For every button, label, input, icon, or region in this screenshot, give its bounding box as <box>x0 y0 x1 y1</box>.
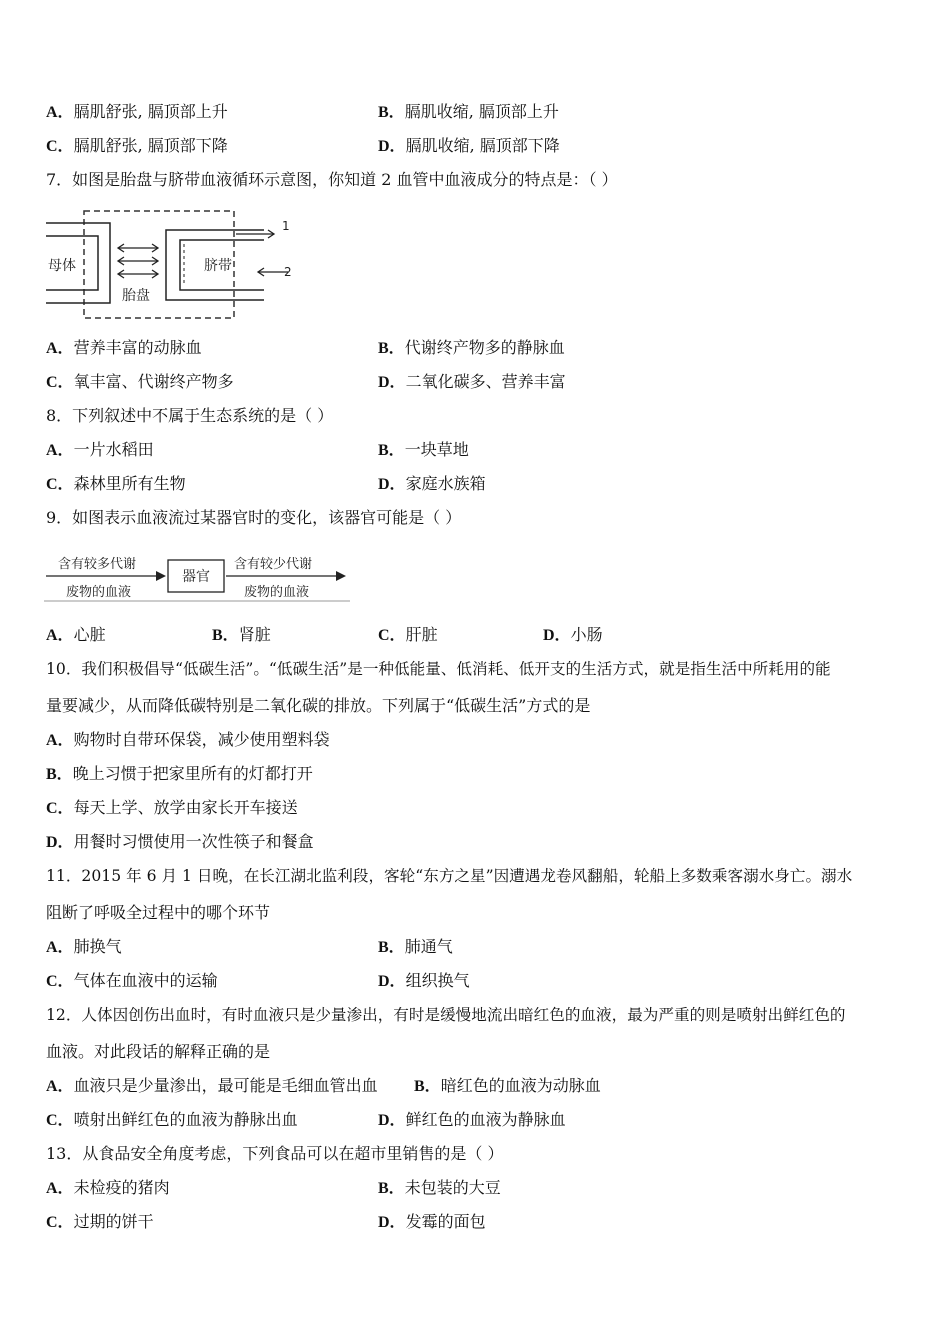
vessel-2-label: 2 <box>284 265 292 279</box>
placenta-label: 胎盘 <box>122 288 150 304</box>
q11-option-a: A．肺换气 <box>46 937 122 956</box>
q13-option-b: B．未包装的大豆 <box>378 1178 501 1197</box>
q8-stem: 8．下列叙述中不属于生态系统的是（ ） <box>46 406 334 425</box>
q7-option-a: A．营养丰富的动脉血 <box>46 338 202 357</box>
inflow-label-bottom: 废物的血液 <box>66 585 132 600</box>
q9-stem: 9．如图表示血液流过某器官时的变化，该器官可能是（ ） <box>46 508 462 527</box>
placenta-umbilical-diagram <box>44 208 304 324</box>
q13-option-c: C．过期的饼干 <box>46 1212 154 1231</box>
q8-option-d: D．家庭水族箱 <box>378 474 486 493</box>
q12-stem-line2: 血液。对此段话的解释正确的是 <box>46 1042 271 1061</box>
q8-option-c: C．森林里所有生物 <box>46 474 186 493</box>
q11-option-d: D．组织换气 <box>378 971 470 990</box>
organ-blood-flow-diagram <box>44 546 354 606</box>
exchange-arrows <box>118 244 158 278</box>
q10-stem-line2: 量要减少，从而降低碳特别是二氧化碳的排放。下列属于“低碳生活”方式的是 <box>46 696 591 715</box>
q7-option-d: D．二氧化碳多、营养丰富 <box>378 372 566 391</box>
mother-label: 母体 <box>48 258 76 274</box>
cord-label: 脐带 <box>204 258 232 274</box>
organ-label: 器官 <box>182 569 210 585</box>
outflow-label-top: 含有较少代谢 <box>234 557 313 572</box>
q9-option-d: D．小肠 <box>543 625 603 644</box>
q9-option-c: C．肝脏 <box>378 625 438 644</box>
q12-option-c: C．喷射出鲜红色的血液为静脉出血 <box>46 1110 298 1129</box>
q6-option-d: D．膈肌收缩, 膈顶部下降 <box>378 136 560 155</box>
q6-option-c: C．膈肌舒张, 膈顶部下降 <box>46 136 228 155</box>
q7-option-c: C．氧丰富、代谢终产物多 <box>46 372 234 391</box>
q8-option-b: B．一块草地 <box>378 440 469 459</box>
inflow-label-top: 含有较多代谢 <box>58 557 137 572</box>
outflow-label-bottom: 废物的血液 <box>244 585 310 600</box>
q12-option-d: D．鲜红色的血液为静脉血 <box>378 1110 566 1129</box>
q11-stem-line1: 11．2015 年 6 月 1 日晚，在长江湖北监利段，客轮“东方之星”因遭遇龙卷风翻船，轮船上多数乘客溺水身亡。溺水 <box>46 867 853 885</box>
q12-option-b: B．暗红色的血液为动脉血 <box>414 1076 601 1095</box>
q7-option-b: B．代谢终产物多的静脉血 <box>378 338 565 357</box>
q10-option-a: A．购物时自带环保袋，减少使用塑料袋 <box>46 730 330 749</box>
q12-stem-line1: 12．人体因创伤出血时，有时血液只是少量渗出，有时是缓慢地流出暗红色的血液，最为严重的则是喷射出鲜红色的 <box>46 1006 846 1024</box>
q8-option-a: A．一片水稻田 <box>46 440 154 459</box>
q11-stem-line2: 阻断了呼吸全过程中的哪个环节 <box>46 903 271 922</box>
q12-option-a: A．血液只是少量渗出，最可能是毛细血管出血 <box>46 1076 378 1095</box>
vessel-1-label: 1 <box>282 219 290 233</box>
q9-option-a: A．心脏 <box>46 625 106 644</box>
q9-option-b: B．肾脏 <box>212 625 271 644</box>
q13-option-d: D．发霉的面包 <box>378 1212 486 1231</box>
q6-option-b: B．膈肌收缩, 膈顶部上升 <box>378 102 559 121</box>
q7-stem: 7．如图是胎盘与脐带血液循环示意图，你知道 2 血管中血液成分的特点是：（ ） <box>46 170 618 189</box>
q10-option-b: B．晚上习惯于把家里所有的灯都打开 <box>46 764 313 783</box>
q13-option-a: A．未检疫的猪肉 <box>46 1178 170 1197</box>
q10-option-c: C．每天上学、放学由家长开车接送 <box>46 798 298 817</box>
q11-option-b: B．肺通气 <box>378 937 453 956</box>
q10-stem-line1: 10．我们积极倡导“低碳生活”。“低碳生活”是一种低能量、低消耗、低开支的生活方式，就是指生活中所耗用的能 <box>46 660 831 678</box>
q10-option-d: D．用餐时习惯使用一次性筷子和餐盒 <box>46 832 314 851</box>
q13-stem: 13．从食品安全角度考虑，下列食品可以在超市里销售的是（ ） <box>46 1144 504 1163</box>
q11-option-c: C．气体在血液中的运输 <box>46 971 218 990</box>
q6-option-a: A．膈肌舒张, 膈顶部上升 <box>46 102 228 121</box>
